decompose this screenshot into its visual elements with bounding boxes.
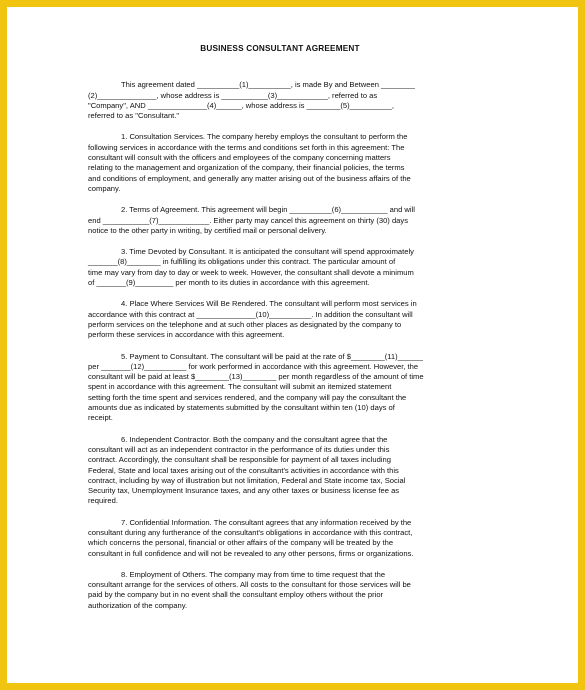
- paragraph-line: 6. Independent Contractor. Both the company and the consultant agree that the: [121, 434, 388, 444]
- paragraph-line: Federal, State and local taxes arising out of the consultant's activities in accordance with this: [88, 465, 399, 475]
- paragraph-line: perform these services in accordance with this agreement.: [88, 330, 285, 340]
- paragraph-line: perform services on the telephone and at such other places as designated by the company to: [88, 319, 402, 329]
- paragraph-3: [88, 205, 472, 236]
- paragraph-line: consultant arrange for the services of others. All costs to the consultant for those services will be: [88, 580, 411, 590]
- paragraph-line: consultant in full confidence and will not be revealed to any other persons, firms or organizations.: [88, 548, 414, 558]
- paragraph-line: 5. Payment to Consultant. The consultant will be paid at the rate of $________(11)______: [121, 351, 423, 361]
- paragraph-line: of _______(9)_________ per month to its duties in accordance with this agreement.: [88, 278, 370, 288]
- document-body: [88, 80, 472, 611]
- paragraph-8: [88, 518, 472, 559]
- paragraph-line: referred to as "Consultant.": [88, 111, 180, 121]
- paragraph-line: 1. Consultation Services. The company hereby employs the consultant to perform the: [121, 132, 408, 142]
- paragraph-line: amounts due as indicated by statements submitted by the consultant within ten (10) days of: [88, 403, 395, 413]
- paragraph-1: [88, 80, 472, 121]
- paragraph-line: required.: [88, 496, 118, 506]
- paragraph-line: relating to the management and organization of the company, their financial policies, the terms: [88, 163, 405, 173]
- paragraph-line: per _______(12)__________ for work performed in accordance with this agreement. However, the: [88, 361, 419, 371]
- paragraph-line: consultant will act as an independent contractor in the performance of its duties under this: [88, 444, 390, 454]
- paragraph-line: _______(8)________ in fulfilling its obligations under this contract. The particular amount of: [88, 257, 396, 267]
- paragraph-9: [88, 570, 472, 611]
- paragraph-line: contract, including by way of illustration but not limitation, Federal and State income tax, Social: [88, 475, 406, 485]
- paragraph-line: accordance with this contract at ______________(10)__________. In addition the consultant will: [88, 309, 413, 319]
- paragraph-7: [88, 435, 472, 507]
- paragraph-line: notice to the other party in writing, by certified mail or personal delivery.: [88, 225, 327, 235]
- paragraph-line: 2. Terms of Agreement. This agreement will begin __________(6)___________ and will: [121, 205, 415, 215]
- paragraph-6: [88, 352, 472, 424]
- paragraph-4: [88, 247, 472, 288]
- paragraph-line: end ___________(7)____________. Either party may cancel this agreement on thirty (30) days: [88, 215, 408, 225]
- paragraph-line: receipt.: [88, 413, 113, 423]
- document-page: [88, 44, 472, 622]
- paragraph-line: (2)______________, whose address is ___________(3)____________, referred to as: [88, 90, 378, 100]
- paragraph-line: time may vary from day to day or week to week. However, the consultant shall devote a minimum: [88, 267, 414, 277]
- paragraph-line: consultant during any furtherance of the consultant's obligations in accordance with this contract,: [88, 527, 413, 537]
- paragraph-line: paid by the company but in no event shall the consultant employ others without the prior: [88, 590, 384, 600]
- paragraph-line: 4. Place Where Services Will Be Rendered. The consultant will perform most services in: [121, 299, 417, 309]
- paragraph-line: which concerns the personal, financial or other affairs of the company will be treated by the: [88, 538, 394, 548]
- document-title: BUSINESS CONSULTANT AGREEMENT: [200, 44, 360, 53]
- paragraph-5: [88, 299, 472, 340]
- paragraph-line: This agreement dated __________(1)__________, is made By and Between ________: [121, 80, 415, 90]
- paragraph-line: spent in accordance with this agreement. The consultant will submit an itemized statement: [88, 382, 392, 392]
- paragraph-line: 8. Employment of Others. The company may from time to time request that the: [121, 569, 386, 579]
- paragraph-line: consultant will be paid at least $________(13)________ per month regardless of the amount of time: [88, 372, 424, 382]
- paragraph-line: following services in accordance with the terms and conditions set forth in this agreement: The: [88, 142, 405, 152]
- paragraph-line: company.: [88, 183, 121, 193]
- paragraph-line: 7. Confidential Information. The consultant agrees that any information received by the: [121, 517, 412, 527]
- paragraph-line: contract. Accordingly, the consultant shall be responsible for payment of all taxes including: [88, 455, 391, 465]
- paragraph-line: 3. Time Devoted by Consultant. It is anticipated the consultant will spend approximately: [121, 247, 414, 257]
- paragraph-line: consultant will consult with the officers and employees of the company concerning matters: [88, 153, 391, 163]
- paragraph-line: authorization of the company.: [88, 600, 188, 610]
- paragraph-line: setting forth the time spent and services rendered, and the company will pay the consultant the: [88, 392, 407, 402]
- paragraph-line: "Company", AND ______________(4)______, whose address is ________(5)__________,: [88, 100, 394, 110]
- paragraph-line: and conditions of employment, and generally any matter arising out of the business affairs of the: [88, 173, 411, 183]
- paragraph-line: Security tax, Unemployment Insurance taxes, and any other taxes or business license fee as: [88, 486, 400, 496]
- paragraph-2: [88, 132, 472, 194]
